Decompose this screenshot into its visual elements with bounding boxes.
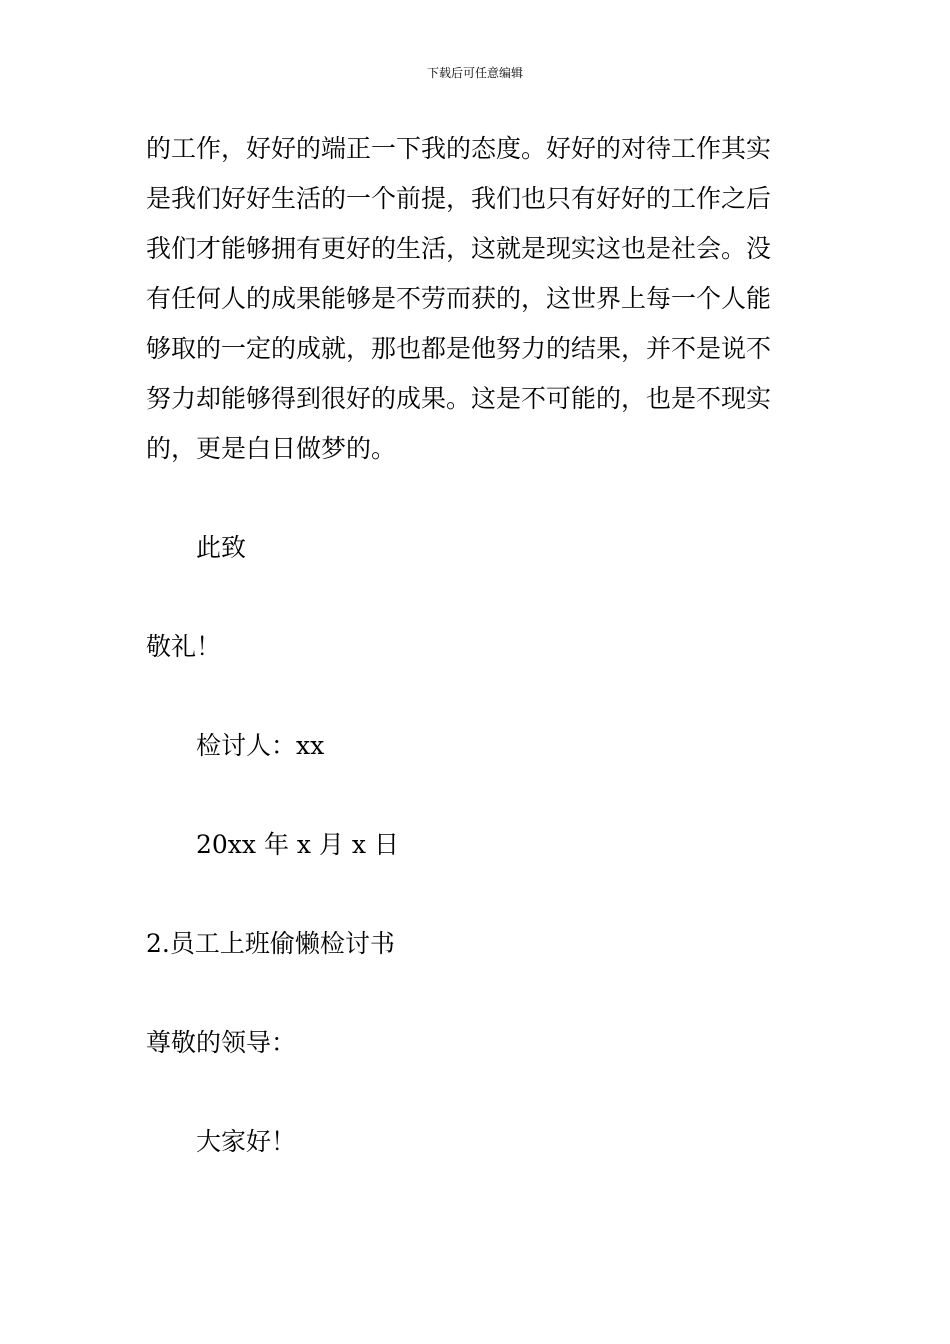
page-header: 下载后可任意编辑 (426, 66, 523, 80)
paragraph-line: 努力却能够得到很好的成果。这是不可能的，也是不现实 (146, 384, 772, 413)
closing-text: 此致 (196, 533, 247, 562)
section-title: 2.员工上班偷懒检讨书 (146, 929, 395, 958)
paragraph-line: 的，更是白日做梦的。 (146, 434, 397, 463)
greeting-recipient: 尊敬的领导： (146, 1028, 297, 1057)
greeting-text: 大家好！ (196, 1127, 297, 1156)
salute-text: 敬礼！ (146, 632, 222, 661)
date-text: 20xx 年 x 月 x 日 (196, 830, 399, 859)
paragraph-line: 有任何人的成果能够是不劳而获的，这世界上每一个人能 (146, 284, 772, 313)
signer-text: 检讨人：xx (196, 731, 325, 760)
paragraph-line: 我们才能够拥有更好的生活，这就是现实这也是社会。没 (146, 234, 772, 263)
paragraph-line: 够取的一定的成就，那也都是他努力的结果，并不是说不 (146, 334, 772, 363)
paragraph-line: 的工作，好好的端正一下我的态度。好好的对待工作其实 (146, 134, 772, 163)
paragraph-line: 是我们好好生活的一个前提，我们也只有好好的工作之后 (146, 184, 772, 213)
main-paragraph (146, 124, 806, 474)
